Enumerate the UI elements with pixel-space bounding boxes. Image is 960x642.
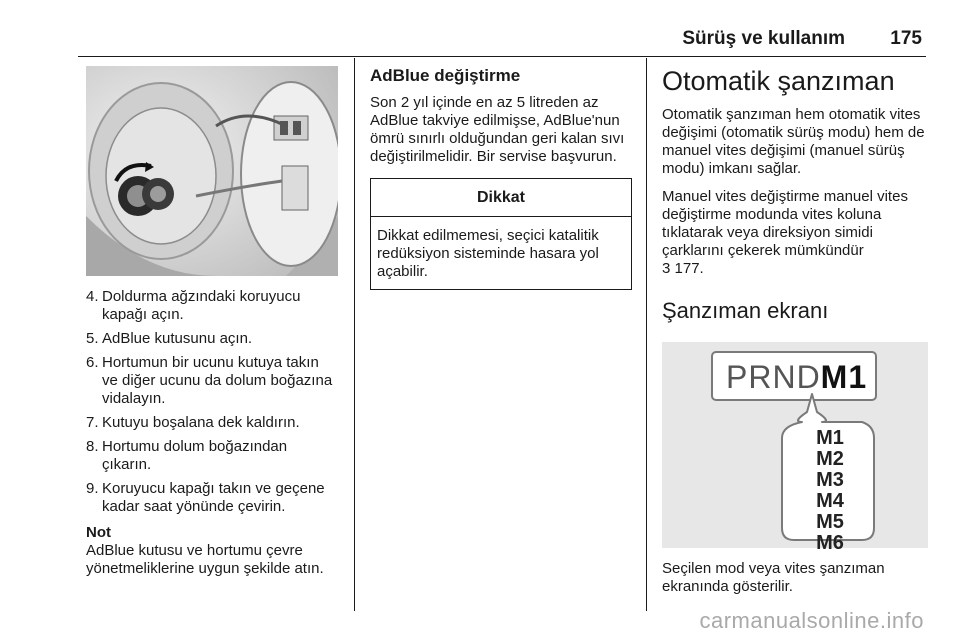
adblue-paragraph: Son 2 yıl içinde en az 5 litreden az AdBlue takviye edilmişse, AdBlue'nun ömrü sınırlı olduğundan geri kalan sıvı değiştirilmelidir. Bir servise başvurun. <box>370 94 625 165</box>
gear-item: M6 <box>816 532 844 554</box>
gear-item: M3 <box>816 469 844 491</box>
section-title-gearbox: Otomatik şanzıman <box>662 66 895 96</box>
caution-box <box>370 178 632 290</box>
caution-heading: Dikkat <box>371 179 631 217</box>
step-item: 4. Doldurma ağzındaki koruyucu kapağı açın. <box>86 288 301 323</box>
steps-list <box>86 288 338 516</box>
step-item: 6. Hortumun bir ucunu kutuya takın ve diğer ucunu da dolum boğazına vidalayın. <box>86 354 333 407</box>
gear-item: M2 <box>816 448 844 470</box>
gearbox-paragraph-1: Otomatik şanzıman hem otomatik vites değişimi (otomatik sürüş modu) hem de manuel vites değişimi (manuel sürüş modu) imkanı sağlar. <box>662 106 925 177</box>
column-divider-right <box>646 58 647 611</box>
step-item: 8. Hortumu dolum boğazından çıkarın. <box>86 438 288 473</box>
gear-item: M1 <box>816 427 844 449</box>
column-3 <box>662 66 928 596</box>
display-caption: Seçilen mod veya vites şanzıman ekranında gösterilir. <box>662 560 885 595</box>
gear-item: M4 <box>816 490 844 512</box>
header-title: Sürüş ve kullanım <box>682 28 845 49</box>
watermark: carmanualsonline.info <box>699 608 924 633</box>
prnd-label: PRND <box>726 359 821 395</box>
note-heading: Not <box>86 524 111 541</box>
step-item: 5. AdBlue kutusunu açın. <box>86 330 253 347</box>
header-rule <box>78 56 926 57</box>
gear-item: M5 <box>816 511 844 533</box>
step-item: 9. Koruyucu kapağı takın ve geçene kadar saat yönünde çevirin. <box>86 480 325 515</box>
column-2 <box>370 66 632 290</box>
fuel-flap-photo <box>86 66 338 276</box>
gearbox-paragraph-2: Manuel vites değiştirme manuel vites değiştirme modunda vites koluna tıklatarak veya direksiyon simidi çarklarını çekerek mümkündür 3 177. <box>662 188 908 277</box>
page-reference: 3 177. <box>662 260 704 277</box>
column-1 <box>86 66 338 578</box>
column-divider-left <box>354 58 355 611</box>
subtitle-display: Şanzıman ekranı <box>662 298 829 323</box>
gear-display-figure <box>662 342 928 554</box>
page-number: 175 <box>890 28 922 49</box>
note-body: AdBlue kutusu ve hortumu çevre yönetmeliklerine uygun şekilde atın. <box>86 542 324 577</box>
caution-body: Dikkat edilmemesi, seçici katalitik redüksiyon sisteminde hasara yol açabilir. <box>377 227 599 280</box>
active-gear-label: M1 <box>820 359 868 395</box>
section-title-adblue: AdBlue değiştirme <box>370 66 521 85</box>
step-item: 7. Kutuyu boşalana dek kaldırın. <box>86 414 300 431</box>
